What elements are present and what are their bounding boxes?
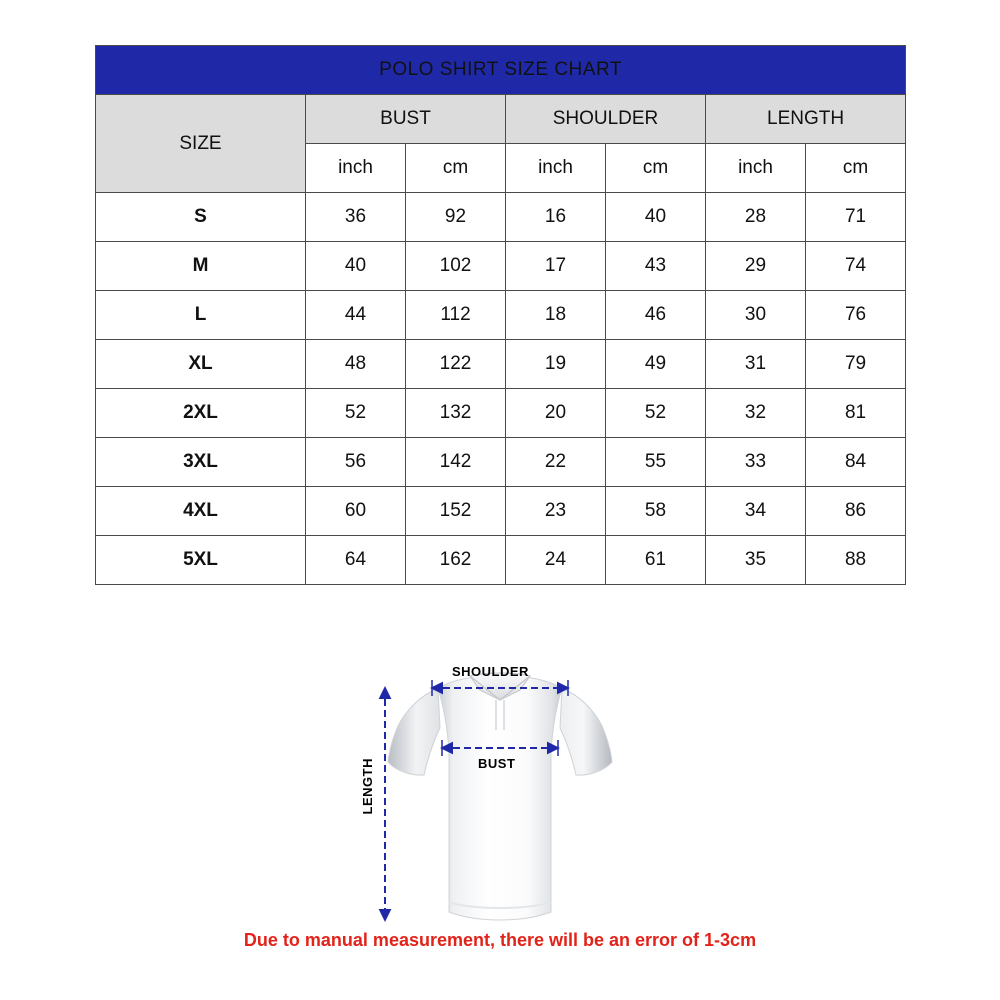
- length-label: LENGTH: [360, 758, 375, 815]
- table-row: [96, 242, 906, 291]
- cell-bust-inch: 60: [306, 487, 406, 536]
- cell-length-inch: 33: [706, 438, 806, 487]
- measurement-diagram: [0, 630, 1000, 940]
- cell-length-cm: 86: [806, 487, 906, 536]
- cell-length-inch: 28: [706, 193, 806, 242]
- header-shoulder: SHOULDER: [506, 95, 706, 144]
- cell-shoulder-cm: 46: [606, 291, 706, 340]
- bust-label: BUST: [478, 756, 516, 771]
- cell-size: M: [96, 242, 306, 291]
- cell-shoulder-inch: 18: [506, 291, 606, 340]
- cell-size: 2XL: [96, 389, 306, 438]
- cell-shoulder-inch: 19: [506, 340, 606, 389]
- polo-shirt-illustration: [388, 673, 612, 920]
- cell-bust-inch: 40: [306, 242, 406, 291]
- cell-length-inch: 30: [706, 291, 806, 340]
- size-chart-container: [95, 45, 905, 585]
- cell-size: L: [96, 291, 306, 340]
- chart-title-row: [96, 46, 906, 95]
- cell-shoulder-inch: 23: [506, 487, 606, 536]
- cell-length-cm: 81: [806, 389, 906, 438]
- cell-shoulder-inch: 22: [506, 438, 606, 487]
- table-row: [96, 536, 906, 585]
- cell-length-cm: 88: [806, 536, 906, 585]
- unit-bust-cm: cm: [406, 144, 506, 193]
- table-row: [96, 487, 906, 536]
- header-size: SIZE: [96, 95, 306, 193]
- unit-shoulder-inch: inch: [506, 144, 606, 193]
- cell-bust-cm: 102: [406, 242, 506, 291]
- cell-length-inch: 34: [706, 487, 806, 536]
- page-title: POLO SHIRT SIZE CHART: [96, 46, 906, 95]
- measurement-note: Due to manual measurement, there will be an error of 1-3cm: [243, 930, 757, 950]
- unit-bust-inch: inch: [306, 144, 406, 193]
- shoulder-label: SHOULDER: [452, 664, 529, 679]
- cell-shoulder-cm: 43: [606, 242, 706, 291]
- table-row: [96, 389, 906, 438]
- unit-length-cm: cm: [806, 144, 906, 193]
- cell-shoulder-cm: 40: [606, 193, 706, 242]
- cell-length-cm: 76: [806, 291, 906, 340]
- cell-shoulder-cm: 58: [606, 487, 706, 536]
- cell-bust-cm: 142: [406, 438, 506, 487]
- cell-length-cm: 79: [806, 340, 906, 389]
- cell-length-inch: 32: [706, 389, 806, 438]
- cell-bust-inch: 64: [306, 536, 406, 585]
- cell-length-inch: 35: [706, 536, 806, 585]
- table-row: [96, 291, 906, 340]
- table-row: [96, 438, 906, 487]
- cell-bust-cm: 162: [406, 536, 506, 585]
- cell-length-inch: 31: [706, 340, 806, 389]
- cell-bust-inch: 44: [306, 291, 406, 340]
- cell-size: 4XL: [96, 487, 306, 536]
- group-header-row: [96, 95, 906, 144]
- cell-bust-cm: 92: [406, 193, 506, 242]
- unit-length-inch: inch: [706, 144, 806, 193]
- cell-length-cm: 71: [806, 193, 906, 242]
- cell-shoulder-inch: 17: [506, 242, 606, 291]
- header-bust: BUST: [306, 95, 506, 144]
- cell-shoulder-inch: 20: [506, 389, 606, 438]
- cell-bust-cm: 152: [406, 487, 506, 536]
- cell-bust-inch: 52: [306, 389, 406, 438]
- cell-shoulder-inch: 24: [506, 536, 606, 585]
- cell-bust-cm: 112: [406, 291, 506, 340]
- cell-shoulder-cm: 61: [606, 536, 706, 585]
- cell-bust-inch: 56: [306, 438, 406, 487]
- cell-length-cm: 84: [806, 438, 906, 487]
- cell-bust-cm: 132: [406, 389, 506, 438]
- cell-size: S: [96, 193, 306, 242]
- cell-size: 3XL: [96, 438, 306, 487]
- cell-bust-inch: 48: [306, 340, 406, 389]
- size-chart-table: [95, 45, 906, 585]
- cell-shoulder-cm: 52: [606, 389, 706, 438]
- table-row: [96, 340, 906, 389]
- cell-shoulder-cm: 55: [606, 438, 706, 487]
- cell-shoulder-inch: 16: [506, 193, 606, 242]
- cell-length-inch: 29: [706, 242, 806, 291]
- cell-bust-cm: 122: [406, 340, 506, 389]
- header-length: LENGTH: [706, 95, 906, 144]
- unit-shoulder-cm: cm: [606, 144, 706, 193]
- cell-length-cm: 74: [806, 242, 906, 291]
- cell-size: XL: [96, 340, 306, 389]
- cell-size: 5XL: [96, 536, 306, 585]
- cell-shoulder-cm: 49: [606, 340, 706, 389]
- cell-bust-inch: 36: [306, 193, 406, 242]
- table-row: [96, 193, 906, 242]
